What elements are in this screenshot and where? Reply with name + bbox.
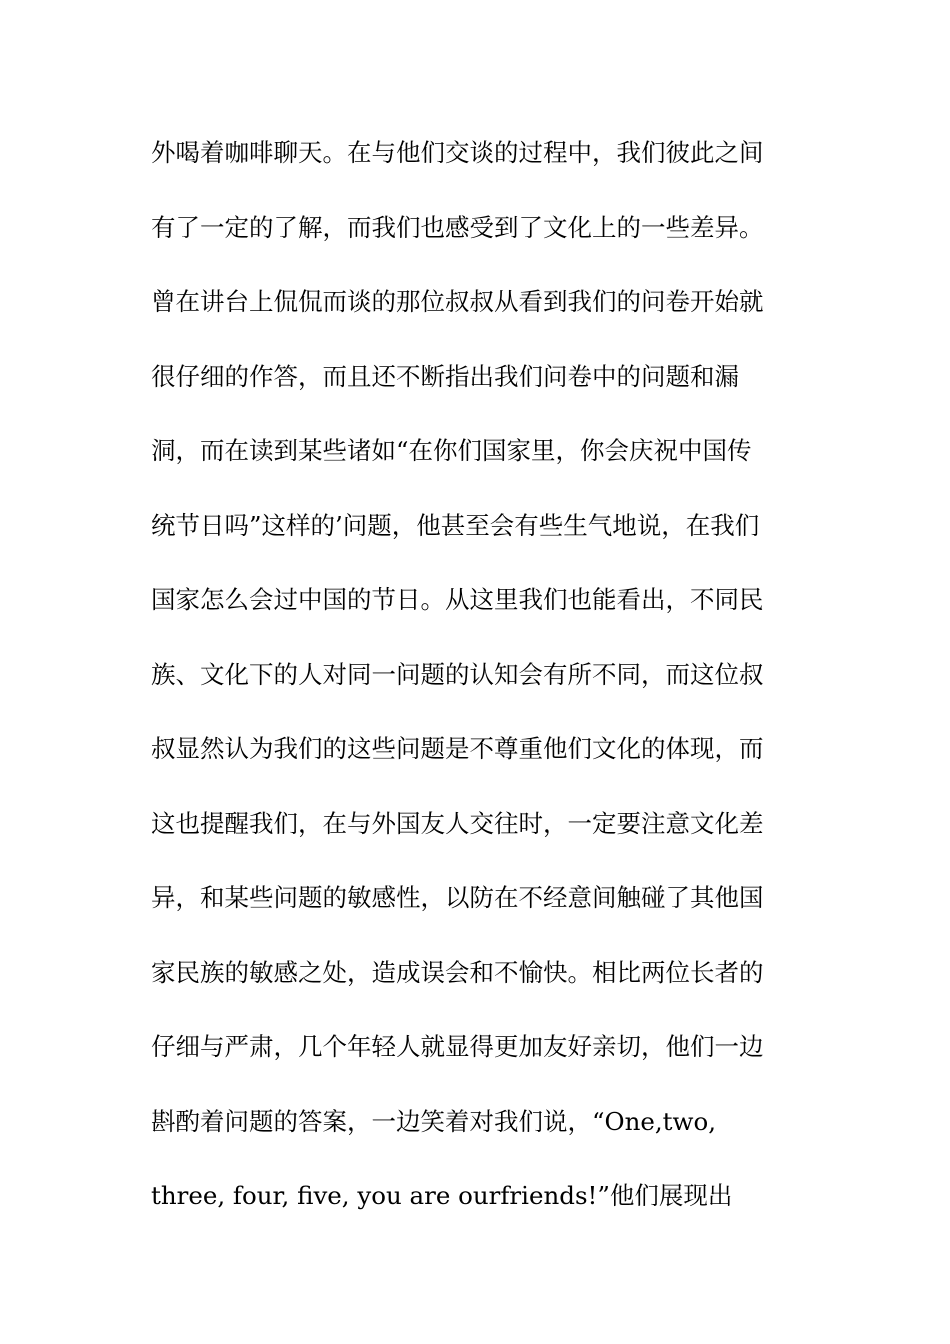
- paragraph-line: 斟酌着问题的答案，一边笑着对我们说，“One,two,: [151, 1107, 717, 1136]
- paragraph-line: three, four, five, you are ourfriends!”他们展现出: [151, 1181, 733, 1210]
- paragraph-line: 很仔细的作答，而且还不断指出我们问卷中的问题和漏: [151, 362, 739, 391]
- paragraph-line: 仔细与严肃，几个年轻人就显得更加友好亲切，他们一边: [151, 1032, 764, 1061]
- paragraph-line: 外喝着咖啡聊天。在与他们交谈的过程中，我们彼此之间: [151, 138, 764, 167]
- paragraph-line: 这也提醒我们，在与外国友人交往时，一定要注意文化差: [151, 809, 764, 838]
- paragraph-line: 族、文化下的人对同一问题的认知会有所不同，而这位叔: [151, 660, 764, 689]
- paragraph-line: 统节日吗”这样的’问题，他甚至会有些生气地说，在我们: [151, 511, 760, 540]
- paragraph-line: 家民族的敏感之处，造成误会和不愉快。相比两位长者的: [151, 958, 764, 987]
- paragraph-line: 异，和某些问题的敏感性，以防在不经意间触碰了其他国: [151, 883, 764, 912]
- paragraph-line: 曾在讲台上侃侃而谈的那位叔叔从看到我们的问卷开始就: [151, 287, 764, 316]
- paragraph-line: 国家怎么会过中国的节日。从这里我们也能看出，不同民: [151, 585, 764, 614]
- paragraph-line: 叔显然认为我们的这些问题是不尊重他们文化的体现，而: [151, 734, 764, 763]
- paragraph-line: 洞，而在读到某些诸如“在你们国家里，你会庆祝中国传: [151, 436, 752, 465]
- paragraph-line: 有了一定的了解，而我们也感受到了文化上的一些差异。: [151, 213, 764, 242]
